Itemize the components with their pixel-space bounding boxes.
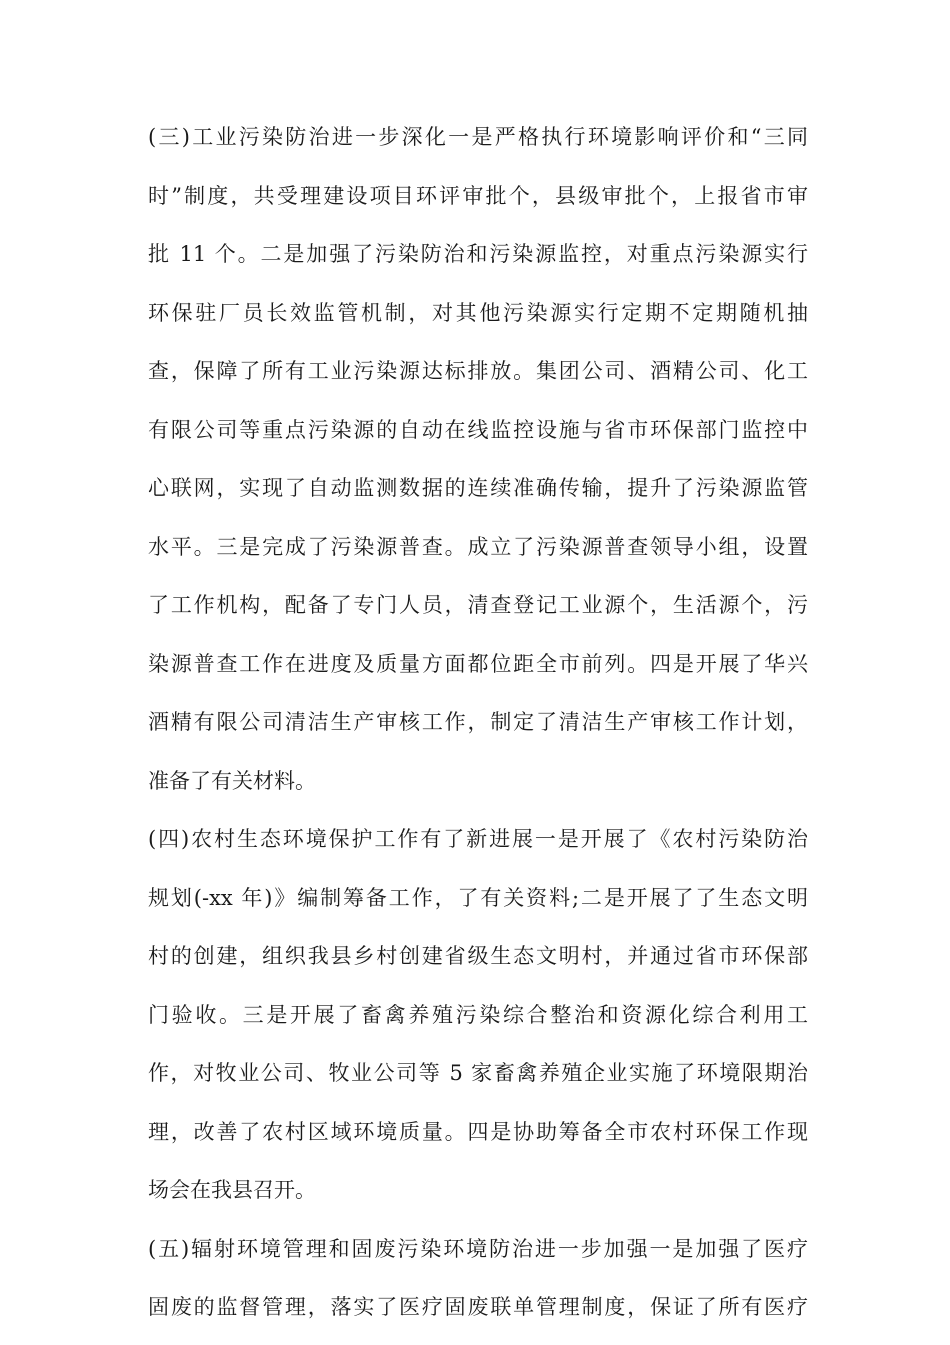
text-line: 查，保障了所有工业污染源达标排放。集团公司、酒精公司、化工 <box>148 359 808 383</box>
text-line: (三)工业污染防治进一步深化一是严格执行环境影响评价和“三同 <box>148 125 808 149</box>
text-line: (五)辐射环境管理和固废污染环境防治进一步加强一是加强了医疗 <box>148 1236 808 1261</box>
paragraph-rural-ecology <box>148 818 808 1211</box>
text-line: 了工作机构，配备了专门人员，清查登记工业源个，生活源个，污 <box>148 593 808 617</box>
text-line: 门验收。三是开展了畜禽养殖污染综合整治和资源化综合利用工 <box>148 1002 808 1027</box>
text-line: 染源普查工作在进度及质量方面都位距全市前列。四是开展了华兴 <box>148 651 808 676</box>
text-line: 心联网，实现了自动监测数据的连续准确传输，提升了污染源监管 <box>148 476 808 500</box>
text-line: 有限公司等重点污染源的自动在线监控设施与省市环保部门监控中 <box>148 417 808 442</box>
text-line: 作，对牧业公司、牧业公司等 5 家畜禽养殖企业实施了环境限期治 <box>148 1061 808 1085</box>
text-line: 理，改善了农村区域环境质量。四是协助筹备全市农村环保工作现 <box>148 1119 808 1144</box>
text-line: 时”制度，共受理建设项目环评审批个，县级审批个，上报省市审 <box>148 183 808 208</box>
text-line: 水平。三是完成了污染源普查。成立了污染源普查领导小组，设置 <box>148 534 808 559</box>
text-line: 准备了有关材料。 <box>148 768 316 793</box>
text-line: 批 11 个。二是加强了污染防治和污染源监控，对重点污染源实行 <box>148 242 808 266</box>
paragraph-industrial-pollution <box>148 116 808 802</box>
text-line: 规划(-xx 年)》编制筹备工作，了有关资料;二是开展了了生态文明 <box>148 885 808 910</box>
text-line: 村的创建，组织我县乡村创建省级生态文明村，并通过省市环保部 <box>148 944 808 968</box>
text-line: 环保驻厂员长效监管机制，对其他污染源实行定期不定期随机抽 <box>148 300 808 325</box>
text-line: 酒精有限公司清洁生产审核工作，制定了清洁生产审核工作计划， <box>148 710 808 734</box>
paragraph-radiation-waste <box>148 1228 808 1329</box>
text-line: 场会在我县召开。 <box>148 1178 316 1202</box>
text-line: 固废的监督管理，落实了医疗固废联单管理制度，保证了所有医疗 <box>148 1295 808 1319</box>
text-line: (四)农村生态环境保护工作有了新进展一是开展了《农村污染防治 <box>148 827 808 851</box>
document-body <box>148 116 808 1345</box>
